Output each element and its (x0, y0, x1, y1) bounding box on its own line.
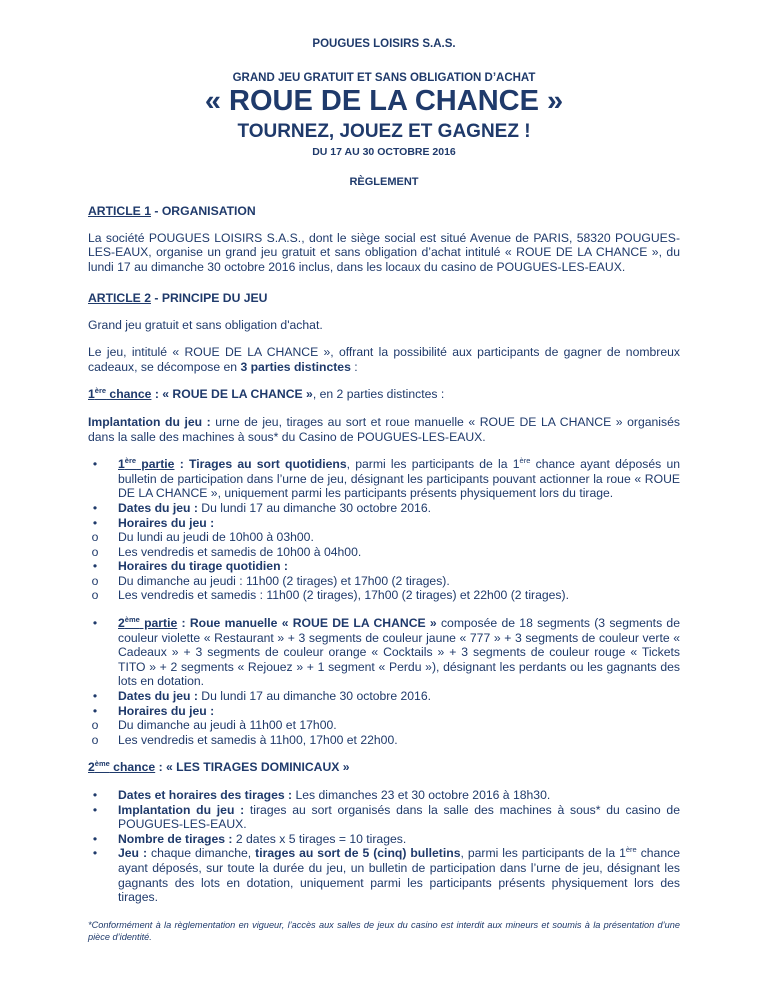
game-title: « ROUE DE LA CHANCE » (204, 85, 564, 117)
article-2-description: Le jeu, intitulé « ROUE DE LA CHANCE », offrant la possibilité aux participants de gagner de nombreux cadeaux, se décompose en 3 parties distinctes : (88, 345, 680, 374)
document-header (88, 38, 680, 188)
article-1-label: ARTICLE 1 (88, 203, 151, 218)
rules-heading: RÈGLEMENT (349, 175, 419, 188)
game-dates: DU 17 AU 30 OCTOBRE 2016 (312, 145, 456, 158)
list-item: • Horaires du jeu : (92, 703, 215, 718)
list-item: • 1ère partie : Tirages au sort quotidiens, parmi les participants de la 1ère chance ayant déposés un bulletin de participation dans l’urne de jeu, désignant les participants pouvant actionner la roue « ROUE DE LA CHANCE », uniquement parmi les participants présents physiquement lors du tirage. (92, 456, 681, 501)
chance-1-part-2-list (88, 616, 680, 747)
list-item: o Du lundi au jeudi de 10h00 à 03h00. (91, 530, 314, 545)
list-item: • Nombre de tirages : 2 dates x 5 tirages = 10 tirages. (92, 831, 407, 846)
list-item: • Implantation du jeu : tirages au sort organisés dans la salle des machines à sous* du casino de POUGUES-LES-EAUX. (92, 802, 680, 832)
chance-1-implantation: Implantation du jeu : urne de jeu, tirages au sort et roue manuelle « ROUE DE LA CHANCE » organisés dans la salle des machines à sous* du Casino de POUGUES-LES-EAUX. (88, 414, 680, 444)
article-1-heading (88, 204, 680, 218)
list-item: o Du dimanche au jeudi : 11h00 (2 tirages) et 17h00 (2 tirages). (91, 573, 450, 588)
chance-2-heading: 2ème chance : « LES TIRAGES DOMINICAUX » (88, 759, 350, 775)
list-item: o Les vendredis et samedis à 11h00, 17h00 et 22h00. (91, 732, 398, 747)
list-item: o Les vendredis et samedis : 11h00 (2 tirages), 17h00 (2 tirages) et 22h00 (2 tirages). (91, 588, 569, 603)
article-2-label: ARTICLE 2 (88, 290, 151, 305)
article-1-text: La société POUGUES LOISIRS S.A.S., dont le siège social est situé Avenue de PARIS, 58320 POUGUES-LES-EAUX, organise un grand jeu gratuit et sans obligation d’achat intitulé « ROUE DE LA CHANCE », du lundi 17 au dimanche 30 octobre 2016 inclus, dans les locaux du casino de POUGUES-LES-EAUX. (88, 230, 680, 274)
game-subtitle: GRAND JEU GRATUIT ET SANS OBLIGATION D’ACHAT (232, 72, 536, 84)
list-item: o Du dimanche au jeudi à 11h00 et 17h00. (91, 718, 337, 733)
list-item: • Dates du jeu : Du lundi 17 au dimanche 30 octobre 2016. (92, 689, 432, 704)
chance-1-part-1-list (88, 457, 680, 603)
list-item: • Dates et horaires des tirages : Les dimanches 23 et 30 octobre 2016 à 18h30. (92, 788, 551, 802)
list-item: • Jeu : chaque dimanche, tirages au sort de 5 (cinq) bulletins, parmi les participants de la 1ère chance ayant déposés, sur toute la durée du jeu, un bulletin de participation dans l’urne de jeu, désignant les gagnants des lots en dotation, uniquement parmi les participants présents physiquement lors des tirages. (92, 845, 680, 905)
article-2-heading (88, 291, 680, 305)
footnote: *Conformément à la règlementation en vigueur, l’accès aux salles de jeux du casino est interdit aux mineurs et soumis à la présentation d’une pièce d’identité. (88, 919, 680, 942)
article-2-title: - PRINCIPE DU JEU (150, 290, 268, 305)
chance-2-list (88, 788, 680, 905)
list-item: • Horaires du tirage quotidien : (92, 559, 288, 574)
list-item: • Dates du jeu : Du lundi 17 au dimanche 30 octobre 2016. (92, 500, 432, 515)
company-name: POUGUES LOISIRS S.A.S. (312, 38, 456, 50)
chance-1-heading: 1ère chance : « ROUE DE LA CHANCE », en 2 parties distinctes : (88, 386, 445, 402)
game-tagline: TOURNEZ, JOUEZ ET GAGNEZ ! (237, 120, 531, 142)
list-item: • Horaires du jeu : (92, 515, 215, 530)
article-1-title: - ORGANISATION (150, 203, 256, 218)
article-2-intro: Grand jeu gratuit et sans obligation d'achat. (88, 317, 323, 332)
list-item: • 2ème partie : Roue manuelle « ROUE DE LA CHANCE » composée de 18 segments (3 segments de couleur violette « Restaurant » + 3 segments de couleur jaune « 777 » + 3 segments de couleur verte « Cadeaux » + 3 segments de couleur orange « Cocktails » + 3 segments de couleur rouge « Tickets TITO » + 2 segments « Rejouez » + 1 segment « Perdu »), désignant les perdants ou les gagnants des lots en dotation. (92, 615, 680, 689)
list-item: o Les vendredis et samedis de 10h00 à 04h00. (91, 544, 362, 559)
